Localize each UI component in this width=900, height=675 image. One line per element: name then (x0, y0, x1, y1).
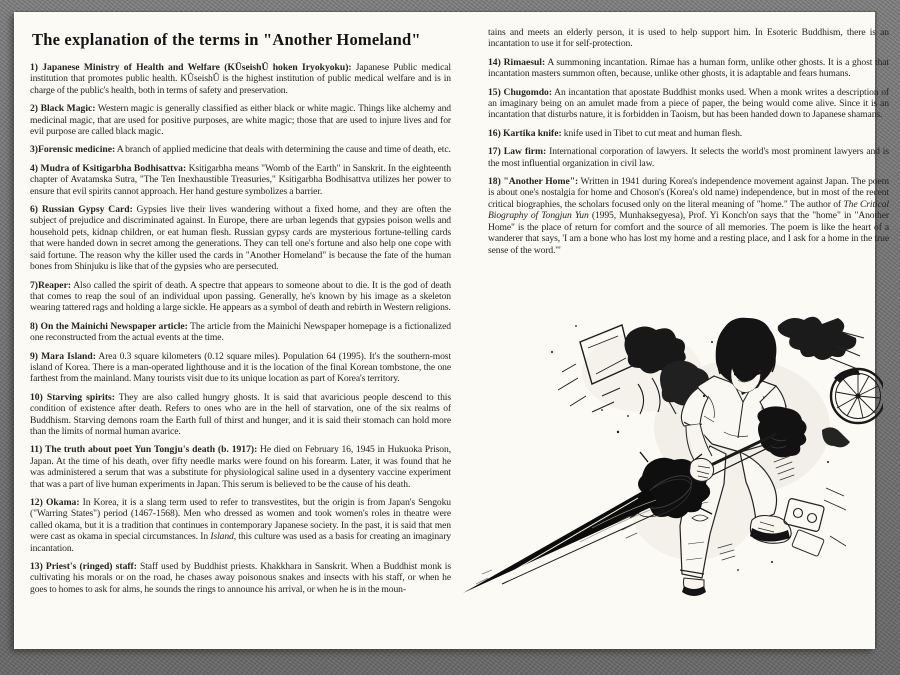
entry-text: Written in 1941 during Korea's independence movement against Japan. The poem is about one's nostalgia for home and Choson's (Korea's old name) independence, but in most of the recent critical biographies, the scholars focused only on the literal meaning of "home." The author of (488, 176, 889, 210)
glossary-entry (30, 444, 451, 490)
entry-text: (1995, Munhaksegyesa), Prof. Yi Konch'on says that the "home" in "Another Home" is the place of return for comfort and the source of all memories. The poem is like the heart of a wanderer that says, 'I am a bone who has lost my home and a resting place, and I ask for a home in the true sense of the word.'" (488, 210, 889, 256)
entry-term: 16) Kartika knife: (488, 127, 562, 139)
entry-text: , this culture was used as a basis for creating an imaginary incantation. (30, 531, 451, 554)
entry-term: 1) Japanese Ministry of Health and Welfare (KÛseishÛ hoken Iryokyoku): (30, 62, 352, 73)
entry-term: 10) Starving spirits: (30, 391, 115, 403)
manga-illustration (442, 312, 883, 647)
character-hand (690, 458, 714, 481)
entry-text: The Critical Biography of Tongjun Yun (488, 198, 889, 222)
entry-text: They are also called hungry ghosts. It is said that avaricious people descend to this condition of existence after death. Refers to ones who are in the hell of starvation, one of the six realms of Buddhism. Starving demons roam the Earth full of thirst and hunger, and it is said their stomach can hold more than the limits of normal human avarice. (30, 391, 451, 437)
entry-text: He died on February 16, 1945 in Hukuoka Prison, Japan. At the time of his death, over fifty needle marks were found on his forearm. Later, it was found that he was administered a serum that was a substitute for physiological saline used in a dysentery vaccine experiment that was a part of live human experiments in Japan. This serum is believed to be the cause of his death. (30, 444, 451, 490)
glossary-entry (30, 204, 451, 272)
entry-text: knife used in Tibet to cut meat and human flesh. (561, 127, 743, 139)
glossary-entry (30, 497, 451, 554)
entry-term: 7)Reaper: (30, 279, 72, 291)
entry-text: In Korea, it is a slang term used to refer to transvestites, but the origin is from Japan's Sengoku ("Warring States") period (1467-1568). Men who dressed as women and took women's roles in theatre were called okama, but it is a tradition that continues in contemporary Japanese society. In the past, it is said that men were cast as okama in special circumstances. In (30, 497, 451, 543)
broken-boards (783, 488, 846, 557)
entry-term: 15) Chugomdo: (488, 86, 553, 98)
entry-term: 18) "Another Home": (488, 176, 579, 188)
entry-text: International corporation of lawyers. It selects the world's most prominent lawyers and is the most influential organization in civil law. (488, 146, 889, 169)
entry-text: Also called the spirit of death. A spectre that appears to someone about to die. It is the god of death that comes to reap the soul of an individual upon passing. Generally, he's known by his image as a skeleton wearing tattered rags and holding a large sickle. He appears as a symbol of death and rebirth in Western religions. (30, 279, 451, 314)
entry-text: Western magic is generally classified as either black or white magic. Things like alchemy and medicinal magic, that are used for positive purposes, are white magic; those that are used to injure lives and for evil purpose are called black magic. (30, 103, 451, 138)
entry-term: 11) The truth about poet Yun Tongju's death (b. 1917): (30, 444, 258, 456)
glossary-entry (488, 128, 889, 139)
glossary-entry (30, 103, 451, 137)
entry-term: 3)Forensic medicine: (30, 144, 116, 156)
entry-term: 14) Rimaesul: (488, 56, 546, 68)
left-column (30, 62, 451, 644)
entry-text: Island (210, 531, 234, 543)
entry-text: A summoning incantation. Rimae has a human form, unlike other ghosts. It is a ghost that incantation masters summon often, because, unlike other ghosts, it is adaptable and fears humans. (488, 56, 889, 80)
entry-term: 17) Law firm: (488, 146, 547, 158)
entry-text: The article from the Mainichi Newspaper homepage is a fictionalized one reconstructed from the actual events at the time. (30, 320, 451, 344)
glossary-entry (30, 351, 451, 385)
entry-term: 12) Okama: (30, 497, 80, 508)
glossary-entry (30, 321, 451, 344)
glossary-entry (30, 163, 451, 197)
glossary-entry (30, 62, 451, 96)
entry-text: Ksitigarbha means "Womb of the Earth" in Sanskrit. In the eighteenth chapter of Avatamska Sutra, "The Ten Inexhaustible Treasuries," Ksitigarbha Bodhisattva utilizes her power to ensure that evil spirits cannot approach. Her hand gesture symbolizes a barrier. (30, 162, 451, 197)
entry-term: 2) Black Magic: (30, 103, 96, 115)
glossary-entry (488, 87, 889, 121)
entry-term: 9) Mara Island: (30, 350, 96, 362)
entry-text: Area 0.3 square kilometers (0.12 square miles). Population 64 (1995). It's the southern-most island of Korea. There is a man-operated lighthouse and it is the location of the final Korean tombstone, the one farthest from the mainland. Many tourists visit due to its unique location as part of Korea's territory. (30, 350, 451, 385)
scanned-page (14, 12, 889, 649)
glossary-entry (488, 57, 889, 80)
glossary-entry (488, 146, 889, 169)
entry-text: A branch of applied medicine that deals with determining the cause and time of death, etc. (115, 144, 451, 156)
entry-term: 8) On the Mainichi Newspaper article: (30, 320, 188, 332)
entry-term: 4) Mudra of Ksitigarbha Bodhisattva: (30, 162, 187, 174)
entry-text: Gypsies live their lives wandering without a fixed home, and they are often the subject of prejudice and discriminated against. In Europe, there are urban legends that gypsies poison wells and household pets, kidnap children, or eat human flesh. Russian gypsy cards are mysterious fortune-telling cards that were handed down in secret among the generations. They can tell one's fortune and also help one cope with said fortune. The reason why the killer used the cards in "Another Homeland" is because the fate of the human bones from Shinjuku is like that of the gypsies who are persecuted. (30, 204, 451, 273)
entry-text: tains and meets an elderly person, it is used to help support him. In Esoteric Buddhism, there is an incantation to use it for self-protection. (488, 27, 889, 50)
entry-text: An incantation that apostate Buddhist monks used. When a monk writes a description of an imaginary being on an amulet made from a piece of paper, the being would come alive. Since it is an incantation that disturbs nature, it is forbidden in Taoism, but has been handed down to Japanese shamans. (488, 86, 889, 121)
entry-term: 13) Priest's (ringed) staff: (30, 561, 137, 573)
glossary-entry (30, 280, 451, 314)
entry-text: Staff used by Buddhist priests. Khakkhara in Sanskrit. When a Buddhist monk is cultivating his morals or on the road, he chases away poisonous snakes and insects with his staff, or when he goes to homes to ask for alms, he sounds the rings to announce his arrival, or when he is in the moun- (30, 561, 451, 595)
glossary-entry (488, 176, 889, 256)
entry-text: Japanese Public medical institution that promotes public health. KÛseishÛ is the highest institution of public medical welfare and is in charge of the public's health, both in terms of safety and preservation. (30, 62, 451, 96)
glossary-entry (30, 392, 451, 438)
bicycle-wheel (831, 369, 883, 423)
entry-term: 6) Russian Gypsy Card: (30, 204, 133, 216)
glossary-entry (30, 144, 451, 155)
right-column (488, 27, 889, 263)
page-title: The explanation of the terms in "Another Homeland" (32, 30, 421, 49)
glossary-entry (30, 561, 451, 595)
glossary-entry (488, 27, 889, 50)
